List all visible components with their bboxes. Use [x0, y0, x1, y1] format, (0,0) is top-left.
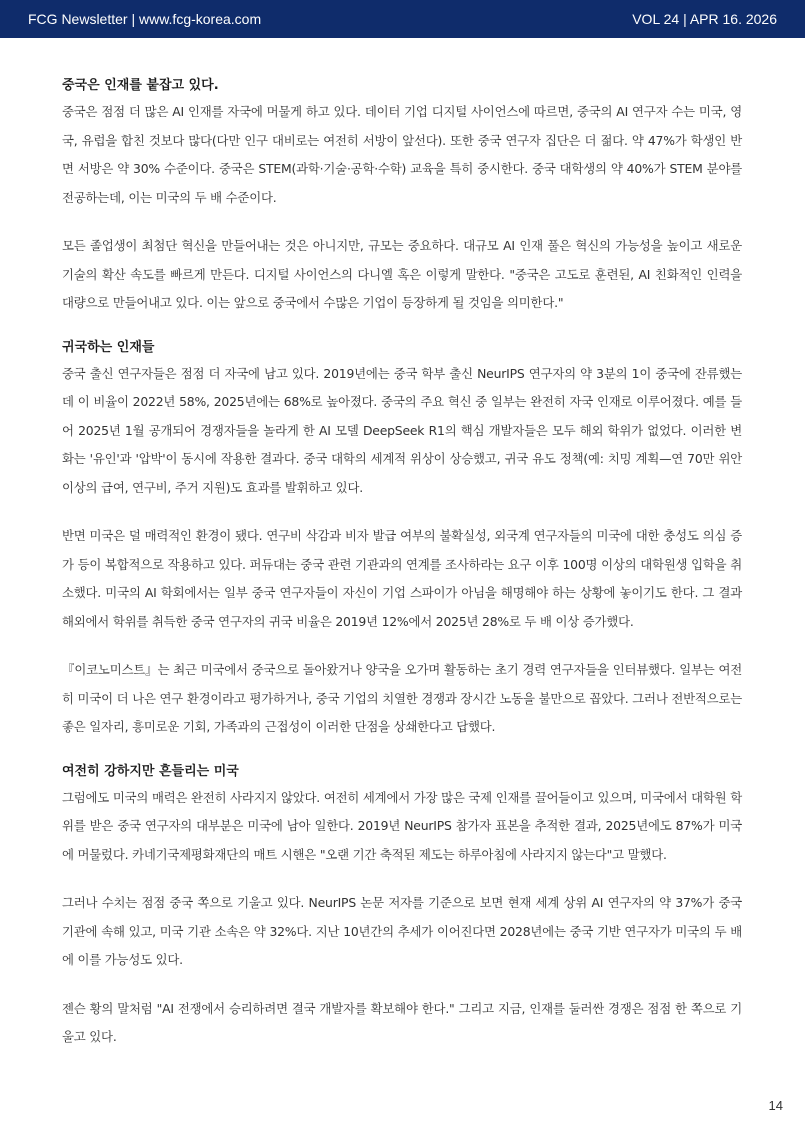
- paragraph: 중국은 점점 더 많은 AI 인재를 자국에 머물게 하고 있다. 데이터 기업 디지털 사이언스에 따르면, 중국의 AI 연구자 수는 미국, 영국, 유럽을 합친 것보다 많다(다만 인구 대비로는 여전히 서방이 앞선다). 또한 중국 연구자 집단은 더 젊다. 약 47%가 학생인 반면 서방은 약 30% 수준이다. 중국은 STEM(과학·기술·공학·수학) 교육을 특히 중시한다. 중국 대학생의 약 40%가 STEM 분야를 전공하는데, 이는 미국의 두 배 수준이다.: [62, 104, 742, 205]
- section-heading: 여전히 강하지만 흔들리는 미국: [62, 763, 239, 779]
- newsletter-header: [0, 0, 805, 38]
- issue-date: VOL 24 | APR 16. 2026: [632, 11, 777, 27]
- section-talent-retention: [62, 74, 742, 318]
- newsletter-site: FCG Newsletter | www.fcg-korea.com: [28, 11, 262, 27]
- paragraph: 모든 졸업생이 최첨단 혁신을 만들어내는 것은 아니지만, 규모는 중요하다. 대규모 AI 인재 풀은 혁신의 가능성을 높이고 새로운 기술의 확산 속도를 빠르게 만든다. 디지털 사이언스의 다니엘 혹은 이렇게 말한다. "중국은 고도로 훈련된, AI 친화적인 인력을 대량으로 만들어내고 있다. 이는 앞으로 중국에서 수많은 기업이 등장하게 될 것임을 의미한다.": [62, 238, 742, 310]
- section-heading: 중국은 인재를 붙잡고 있다.: [62, 78, 219, 93]
- paragraph: 그럼에도 미국의 매력은 완전히 사라지지 않았다. 여전히 세계에서 가장 많은 국제 인재를 끌어들이고 있으며, 미국에서 대학원 학위를 받은 중국 연구자의 대부분은 미국에 남아 일한다. 2019년 NeurIPS 참가자 표본을 추적한 결과, 2025년에도 87%가 미국에 머물렀다. 카네기국제평화재단의 매트 시핸은 "오랜 기간 축적된 제도는 하루아침에 사라지지 않는다"고 말했다.: [62, 789, 742, 862]
- section-returning-talent: [62, 336, 742, 742]
- paragraph: 『이코노미스트』는 최근 미국에서 중국으로 돌아왔거나 양국을 오가며 활동하는 초기 경력 연구자들을 인터뷰했다. 일부는 여전히 미국이 더 나은 연구 환경이라고 평가하거나, 중국 기업의 치열한 경쟁과 장시간 노동을 불만으로 꼽았다. 그러나 전반적으로는 좋은 일자리, 흥미로운 기회, 가족과의 근접성이 이러한 단점을 상쇄한다고 답했다.: [62, 662, 742, 734]
- section-us-still-strong: [62, 760, 742, 1052]
- paragraph: 젠슨 황의 말처럼 "AI 전쟁에서 승리하려면 결국 개발자를 확보해야 한다." 그리고 지금, 인재를 둘러싼 경쟁은 점점 한 쪽으로 기울고 있다.: [62, 1000, 742, 1044]
- article-body: [62, 74, 742, 1052]
- paragraph: 반면 미국은 덜 매력적인 환경이 됐다. 연구비 삭감과 비자 발급 여부의 불확실성, 외국계 연구자들의 미국에 대한 충성도 의심 증가 등이 복합적으로 작용하고 있다. 퍼듀대는 중국 관련 기관과의 연계를 조사하라는 요구 이후 100명 이상의 대학원생 입학을 취소했다. 미국의 AI 학회에서는 일부 중국 연구자들이 자신이 기업 스파이가 아님을 해명해야 하는 상황에 놓이기도 한다. 그 결과 해외에서 학위를 취득한 중국 연구자의 귀국 비율은 2019년 12%에서 2025년 28%로 두 배 이상 증가했다.: [62, 528, 742, 629]
- page-number: 14: [768, 1098, 783, 1113]
- section-heading: 귀국하는 인재들: [62, 339, 155, 355]
- paragraph: 그러나 수치는 점점 중국 쪽으로 기울고 있다. NeurIPS 논문 저자를 기준으로 보면 현재 세계 상위 AI 연구자의 약 37%가 중국 기관에 속해 있고, 미국 기관 소속은 약 32%다. 지난 10년간의 추세가 이어진다면 2028년에는 중국 기반 연구자가 미국의 두 배에 이를 가능성도 있다.: [62, 895, 742, 967]
- paragraph: 중국 출신 연구자들은 점점 더 자국에 남고 있다. 2019년에는 중국 학부 출신 NeurIPS 연구자의 약 3분의 1이 중국에 잔류했는데 이 비율이 2022년 58%, 2025년에는 68%로 높아졌다. 중국의 주요 혁신 중 일부는 완전히 자국 인재로 이루어졌다. 예를 들어 2025년 1월 공개되어 경쟁자들을 놀라게 한 AI 모델 DeepSeek R1의 핵심 개발자들은 모두 해외 학위가 없었다. 이러한 변화는 '유인'과 '압박'이 동시에 작용한 결과다. 중국 대학의 세계적 위상이 상승했고, 귀국 유도 정책(예: 치밍 계획—연 70만 위안 이상의 급여, 연구비, 주거 지원)도 효과를 발휘하고 있다.: [62, 365, 742, 495]
